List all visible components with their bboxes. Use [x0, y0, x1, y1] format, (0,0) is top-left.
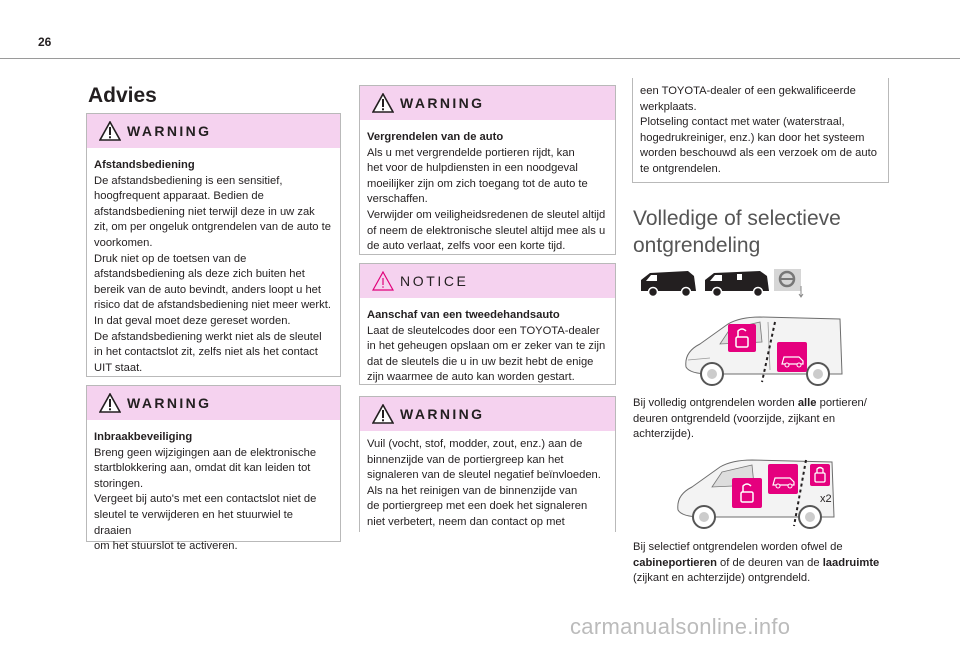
press-twice-label: x2 [820, 493, 832, 505]
text-line: te ontgrendelen. [640, 162, 721, 175]
warning-box-portiergreep [359, 396, 616, 532]
text-line: Verwijder om veiligheidsredenen de sleutel altijd [367, 208, 606, 221]
text-line: dat de sleutels die u in uw bezit hebt de enige [367, 355, 594, 368]
text-line: Als na het reinigen van de binnenzijde van [367, 484, 578, 497]
section-title-line: ontgrendeling [633, 234, 761, 257]
text-line: Breng geen wijzigingen aan de elektronische [94, 446, 317, 459]
text-line: achterzijde). [633, 428, 694, 441]
text-bold: laadruimte [822, 556, 880, 569]
text-line: bereik van de auto bevindt, anders loopt u het [94, 283, 322, 296]
text-line: Plotseling contact met water (waterstraal, [640, 116, 845, 129]
unlock-cargo-icon [768, 464, 798, 494]
text-line: De afstandsbediening is een sensitief, [94, 174, 283, 187]
text-line: UIT staat. [94, 361, 143, 374]
warning-box-vergrendelen [359, 85, 616, 255]
text-line: Bij selectief ontgrendelen worden ofwel de [633, 541, 843, 553]
unlock-door-icon [728, 324, 756, 352]
text-line: risico dat de afstandsbediening niet meer werkt. [94, 299, 331, 312]
text-line: in het contactslot zit, zelfs niet als het contact [94, 346, 318, 359]
text-line: deuren ontgrendeld (voorzijde, zijkant en [633, 412, 836, 425]
warning-box-continued [632, 78, 889, 183]
page-title: Advies [88, 84, 157, 107]
text-line: (zijkant en achterzijde) ontgrendeld. [633, 572, 811, 585]
vehicle-selective-unlock-illustration [672, 452, 842, 532]
text-run: portieren/ [816, 397, 867, 409]
text-line: het voor de hulpdiensten in een noodgeval [367, 162, 578, 175]
notice-triangle-icon [372, 271, 394, 291]
warning-label: WARNING [127, 123, 212, 139]
text-line: de portiergreep met een doek het signaleren [367, 500, 588, 513]
text-line: storingen. [94, 477, 144, 490]
warning-header [87, 114, 340, 148]
vehicle-variant-icons [636, 266, 816, 300]
text-line: in het geheugen opslaan om er zeker van te zijn [367, 340, 606, 353]
text-line: Druk niet op de toetsen van de [94, 252, 247, 265]
text-line: binnenzijde van de portiergreep kan het [367, 453, 564, 466]
text-line: Als u met vergrendelde portieren rijdt, kan [367, 146, 575, 159]
text-bold: cabineportieren [633, 556, 717, 569]
van-long-icon [705, 271, 769, 297]
text-line: hoogfrequent apparaat. Bedien de [94, 190, 264, 203]
warning-box-afstandsbediening [86, 113, 341, 377]
text-line: niet verbetert, neem dan contact op met [367, 515, 565, 528]
unlock-door-icon [732, 478, 762, 508]
text-line: de auto verlaat, zelfs voor een korte tijd. [367, 240, 566, 253]
warning-triangle-icon [372, 93, 394, 113]
text-line: zijn waarmee de auto kan worden gestart. [367, 371, 575, 384]
notice-box-tweedehandsauto [359, 263, 616, 385]
full-unlock-paragraph [633, 396, 893, 443]
notice-header [360, 264, 615, 298]
warning-title: Inbraakbeveiliging [94, 431, 193, 443]
warning-label: WARNING [400, 406, 485, 422]
warning-box-inbraakbeveiliging [86, 385, 341, 553]
text-line: Laat de sleutelcodes door een TOYOTA-dealer [367, 324, 600, 337]
unlock-cargo-icon [777, 342, 807, 372]
text-line: afstandsbediening als deze zich buiten het [94, 268, 305, 281]
section-title [633, 205, 841, 259]
warning-triangle-icon [372, 404, 394, 424]
text-line: afstandsbediening niet terwijl deze in uw zak [94, 205, 315, 218]
text-line: moeilijker zijn om zich toegang tot de auto te [367, 177, 588, 190]
van-short-icon [641, 271, 696, 297]
lock-icon [810, 464, 830, 486]
text-line: verschaffen. [367, 193, 428, 206]
header-divider [0, 58, 960, 59]
text-line: signaleren van de sleutel negatief beïnvloeden. [367, 469, 601, 482]
text-line: om het stuurslot te activeren. [94, 540, 238, 553]
watermark: carmanualsonline.info [570, 614, 791, 639]
text-line: In dat geval moet deze gereset worden. [94, 314, 291, 327]
warning-triangle-icon [99, 121, 121, 141]
text-line: Vergeet bij auto's met een contactslot niet de [94, 493, 317, 506]
text-line: startblokkering aan, omdat dit kan leiden tot [94, 462, 311, 475]
steering-wheel-icon [774, 269, 803, 297]
warning-header [360, 397, 615, 431]
text-line: sleutel te verwijderen en het stuurwiel te draaien [94, 508, 293, 537]
warning-label: WARNING [400, 95, 485, 111]
selective-unlock-paragraph [633, 540, 893, 587]
warning-title: Afstandsbediening [94, 159, 195, 171]
text-run: of de deuren van de [716, 556, 823, 569]
text-line: worden beschouwd als een verzoek om de auto [640, 147, 877, 160]
text-line: werkplaats. [640, 100, 697, 113]
text-line: hogedrukreiniger, enz.) kan door het systeem [640, 131, 865, 144]
section-title-line: Volledige of selectieve [633, 207, 841, 230]
text-run: Bij volledig ontgrendelen worden [633, 397, 798, 409]
text-line: Vuil (vocht, stof, modder, zout, enz.) aan de [367, 438, 583, 450]
notice-title: Aanschaf van een tweedehandsauto [367, 309, 560, 321]
text-line: voorkomen. [94, 236, 153, 249]
text-line: zit, om per ongeluk ontgrendelen van de auto te [94, 221, 331, 234]
text-line: een TOYOTA-dealer of een gekwalificeerde [640, 85, 856, 97]
text-line: De afstandsbediening werkt niet als de sleutel [94, 330, 322, 343]
warning-triangle-icon [99, 393, 121, 413]
text-line: of neem de elektronische sleutel altijd mee als u [367, 224, 606, 237]
warning-header [360, 86, 615, 120]
warning-label: WARNING [127, 395, 212, 411]
text-bold: alle [797, 397, 817, 409]
warning-header [87, 386, 340, 420]
notice-label: NOTICE [400, 273, 469, 289]
vehicle-full-unlock-illustration [680, 312, 850, 387]
page-number: 26 [38, 35, 52, 49]
warning-title: Vergrendelen van de auto [367, 131, 504, 143]
